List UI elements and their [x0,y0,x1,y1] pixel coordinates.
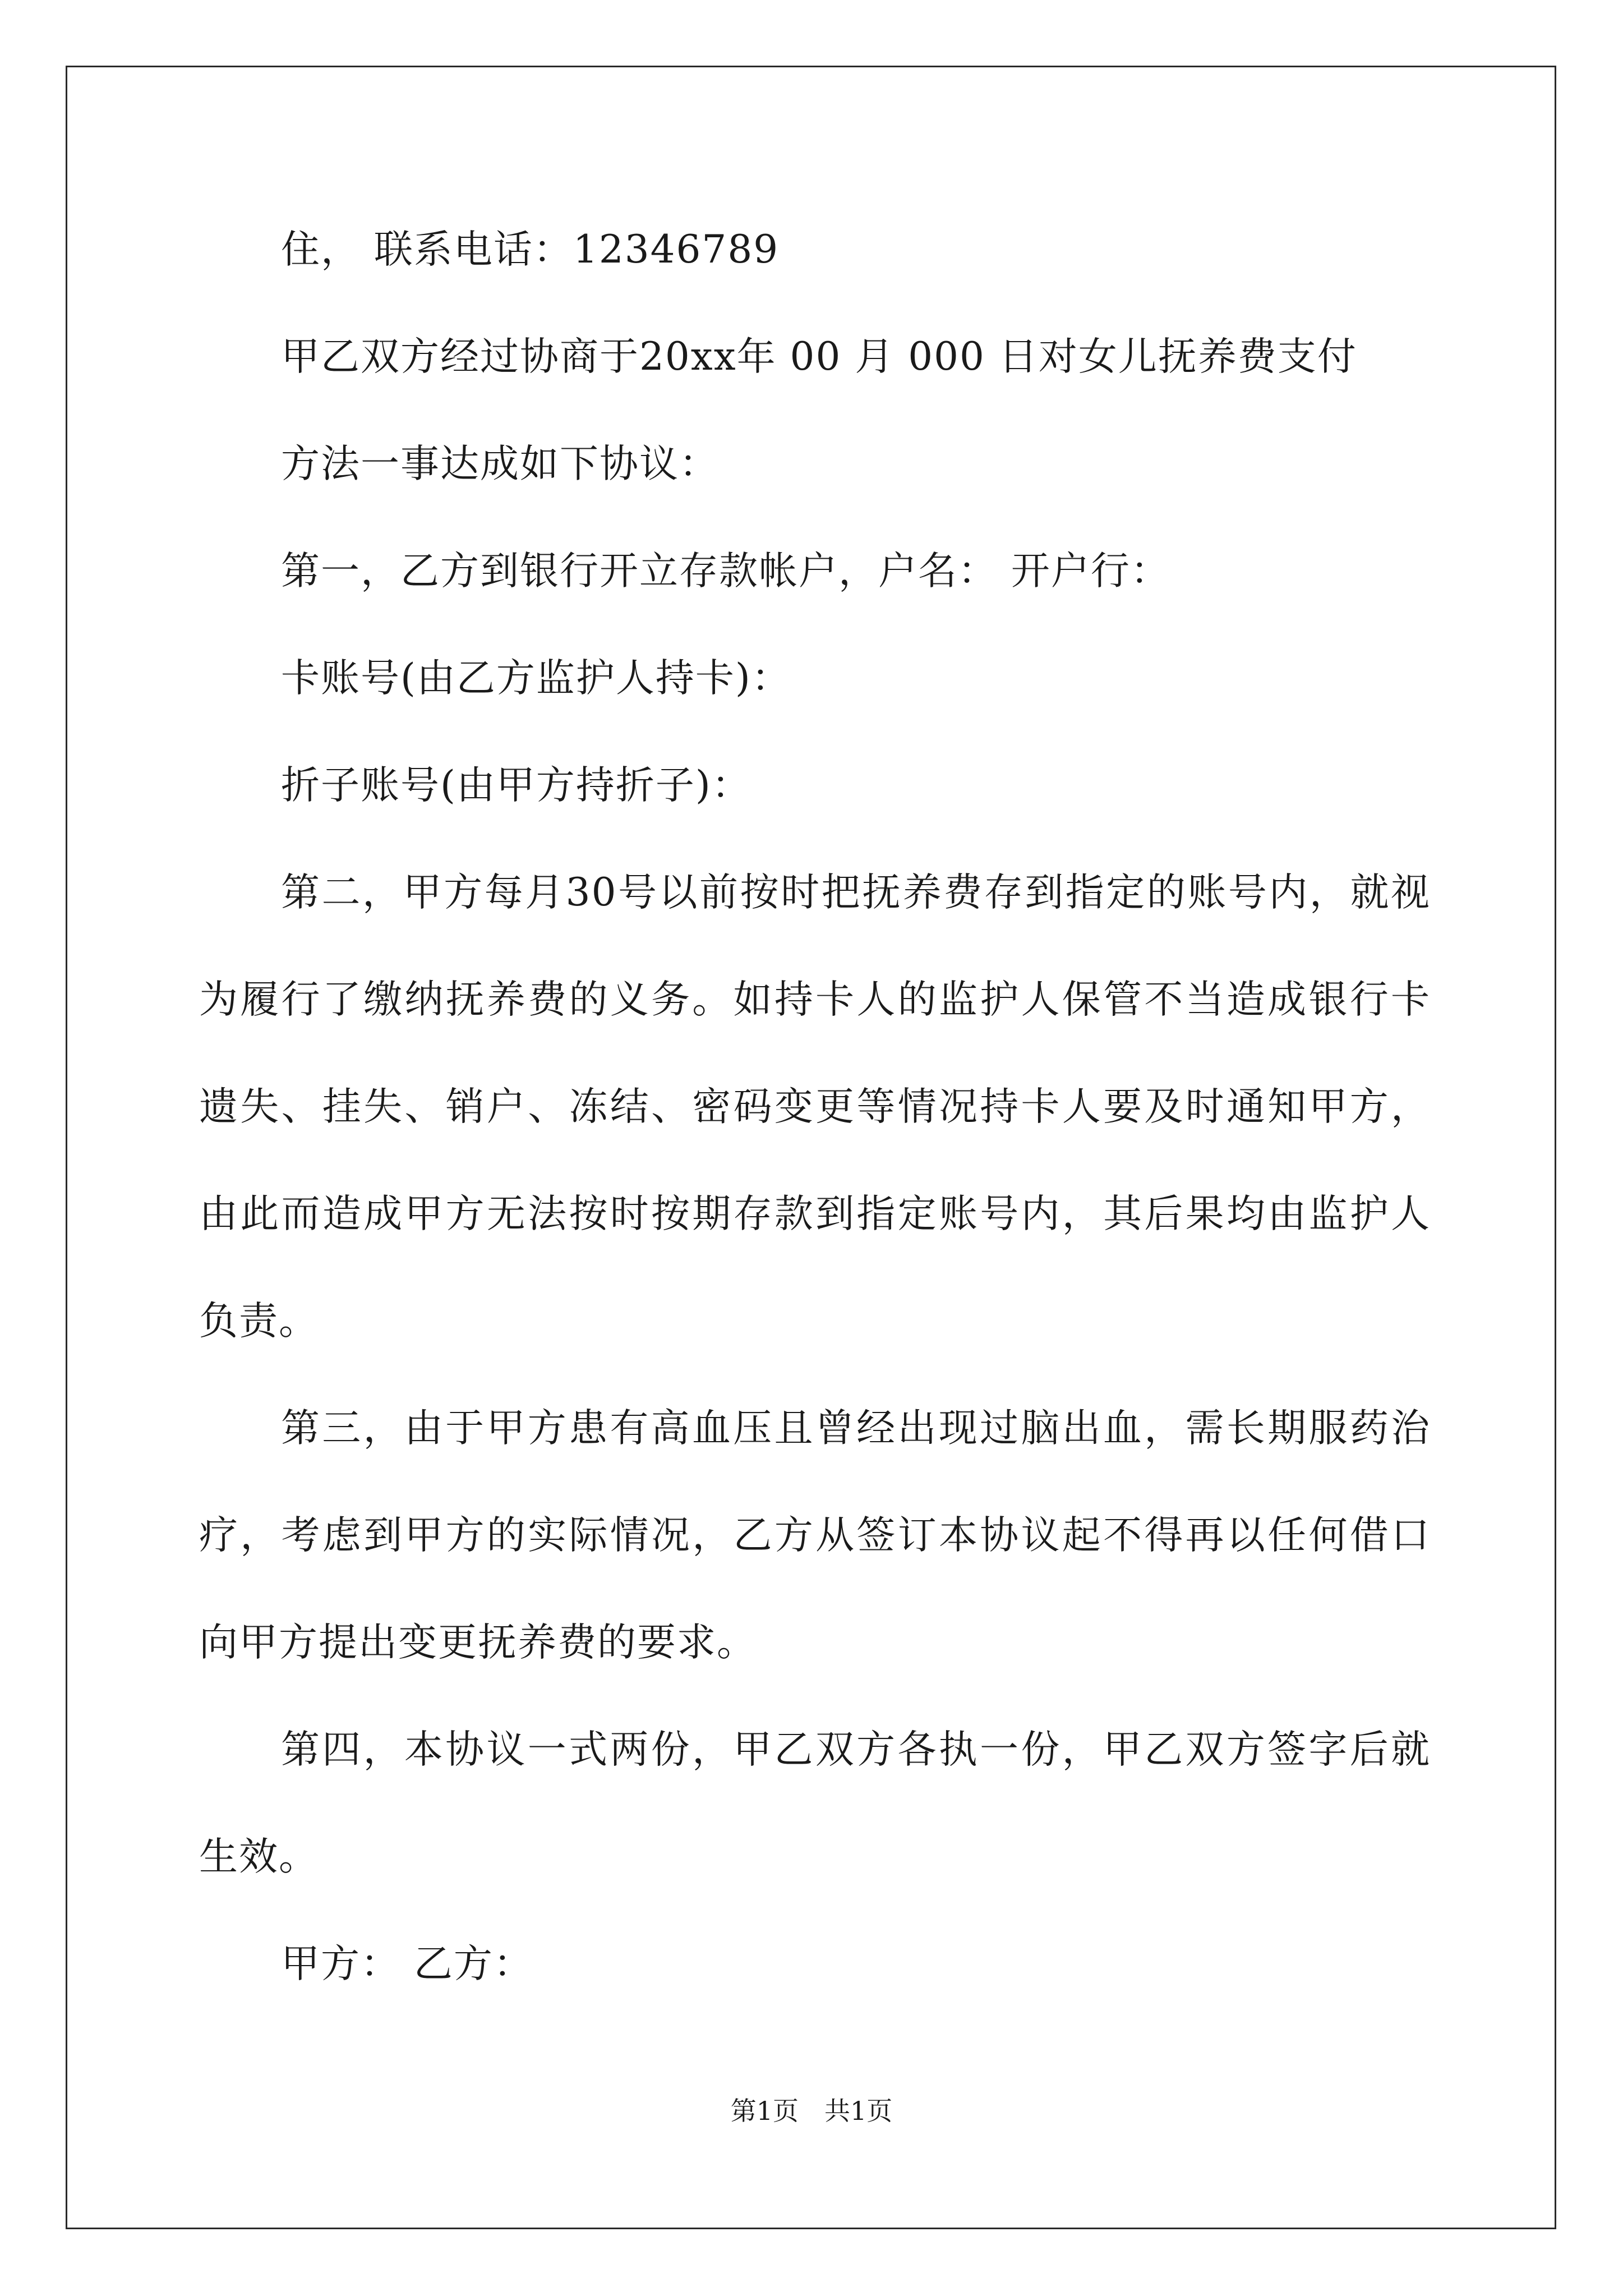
clause-4-line-1: 第四，本协议一式两份，甲乙双方各执一份，甲乙双方签字后就 [281,1727,1431,1772]
clause-2-line-5: 负责。 [199,1299,319,1343]
clause-4-line-2: 生效。 [199,1834,319,1879]
page-footer [0,2095,1623,2127]
clause-2-line-2: 为履行了缴纳抚养费的义务。如持卡人的监护人保管不当造成银行卡 [199,977,1431,1022]
clause-2-line-4: 由此而造成甲方无法按时按期存款到指定账号内，其后果均由监护人 [199,1191,1431,1236]
clause-2-line-1: 第二，甲方每月30号以前按时把抚养费存到指定的账号内，就视 [281,870,1431,915]
agreement-intro-line-2: 方法一事达成如下协议： [281,441,719,486]
clause-1-card-account: 卡账号(由乙方监护人持卡)： [281,656,791,701]
page-number-current: 第1页 [730,2096,799,2126]
clause-1-passbook-account: 折子账号(由甲方持折子)： [281,763,751,808]
page-border [66,66,1556,2229]
clause-3-line-1: 第三，由于甲方患有高血压且曾经出现过脑出血，需长期服药治 [281,1406,1431,1451]
agreement-intro-line-1: 甲乙双方经过协商于20xx年 00 月 000 日对女儿抚养费支付 [281,334,1357,379]
page-number-total: 共1页 [824,2096,893,2126]
contact-line: 住， 联系电话：12346789 [281,227,780,272]
clause-3-line-3: 向甲方提出变更抚养费的要求。 [199,1620,757,1665]
clause-1-line-1: 第一，乙方到银行开立存款帐户，户名： 开户行： [281,549,1170,593]
signature-line: 甲方： 乙方： [281,1941,533,1986]
clause-2-line-3: 遗失、挂失、销户、冻结、密码变更等情况持卡人要及时通知甲方， [199,1084,1431,1129]
clause-3-line-2: 疗，考虑到甲方的实际情况，乙方从签订本协议起不得再以任何借口 [199,1513,1431,1558]
